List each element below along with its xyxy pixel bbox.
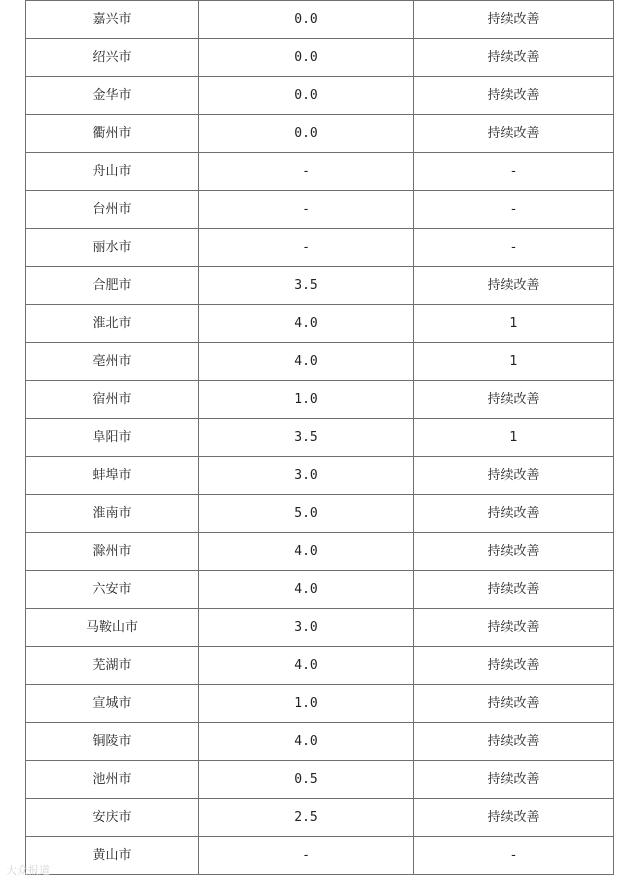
value-cell: 0.5 <box>199 761 414 799</box>
status-cell: 持续改善 <box>414 495 614 533</box>
table-row <box>26 419 614 457</box>
watermark-text: 大众报道 <box>6 864 50 877</box>
city-cell: 淮南市 <box>26 495 199 533</box>
value-cell: 3.0 <box>199 609 414 647</box>
status-cell: 持续改善 <box>414 77 614 115</box>
city-cell: 池州市 <box>26 761 199 799</box>
value-cell: 3.0 <box>199 457 414 495</box>
table-row <box>26 115 614 153</box>
value-cell: 4.0 <box>199 305 414 343</box>
value-cell: 4.0 <box>199 647 414 685</box>
status-cell: 持续改善 <box>414 39 614 77</box>
city-cell: 黄山市 <box>26 837 199 875</box>
city-cell: 铜陵市 <box>26 723 199 761</box>
value-cell: - <box>199 229 414 267</box>
city-cell: 安庆市 <box>26 799 199 837</box>
status-cell: 持续改善 <box>414 761 614 799</box>
status-cell: 持续改善 <box>414 533 614 571</box>
table-row <box>26 571 614 609</box>
value-cell: 4.0 <box>199 343 414 381</box>
city-cell: 宣城市 <box>26 685 199 723</box>
status-cell: 持续改善 <box>414 115 614 153</box>
table-row <box>26 799 614 837</box>
city-cell: 丽水市 <box>26 229 199 267</box>
status-cell: 持续改善 <box>414 571 614 609</box>
table-row <box>26 761 614 799</box>
table-row <box>26 533 614 571</box>
table-row <box>26 1 614 39</box>
table-row <box>26 685 614 723</box>
value-cell: 1.0 <box>199 685 414 723</box>
city-cell: 淮北市 <box>26 305 199 343</box>
table-row <box>26 77 614 115</box>
status-cell: 持续改善 <box>414 1 614 39</box>
value-cell: - <box>199 837 414 875</box>
table-row <box>26 837 614 875</box>
value-cell: - <box>199 191 414 229</box>
city-cell: 舟山市 <box>26 153 199 191</box>
city-cell: 金华市 <box>26 77 199 115</box>
status-cell: 1 <box>414 305 614 343</box>
city-cell: 阜阳市 <box>26 419 199 457</box>
value-cell: 3.5 <box>199 419 414 457</box>
value-cell: 3.5 <box>199 267 414 305</box>
table-row <box>26 153 614 191</box>
status-cell: - <box>414 191 614 229</box>
table-row <box>26 343 614 381</box>
table-row <box>26 39 614 77</box>
city-cell: 嘉兴市 <box>26 1 199 39</box>
city-cell: 蚌埠市 <box>26 457 199 495</box>
status-cell: 持续改善 <box>414 685 614 723</box>
table-row <box>26 609 614 647</box>
value-cell: 1.0 <box>199 381 414 419</box>
table-row <box>26 267 614 305</box>
status-cell: 持续改善 <box>414 609 614 647</box>
status-cell: 持续改善 <box>414 799 614 837</box>
city-cell: 衢州市 <box>26 115 199 153</box>
value-cell: - <box>199 153 414 191</box>
table-row <box>26 191 614 229</box>
city-cell: 马鞍山市 <box>26 609 199 647</box>
city-cell: 绍兴市 <box>26 39 199 77</box>
status-cell: 持续改善 <box>414 457 614 495</box>
status-cell: 持续改善 <box>414 381 614 419</box>
table-row <box>26 457 614 495</box>
status-cell: 持续改善 <box>414 723 614 761</box>
status-cell: 持续改善 <box>414 647 614 685</box>
value-cell: 0.0 <box>199 1 414 39</box>
value-cell: 0.0 <box>199 115 414 153</box>
status-cell: - <box>414 837 614 875</box>
status-cell: 1 <box>414 343 614 381</box>
value-cell: 0.0 <box>199 39 414 77</box>
table-row <box>26 305 614 343</box>
status-cell: 1 <box>414 419 614 457</box>
value-cell: 2.5 <box>199 799 414 837</box>
value-cell: 4.0 <box>199 723 414 761</box>
table-body <box>26 1 614 875</box>
table-row <box>26 647 614 685</box>
table-row <box>26 381 614 419</box>
status-cell: - <box>414 153 614 191</box>
table-row <box>26 229 614 267</box>
status-cell: 持续改善 <box>414 267 614 305</box>
status-cell: - <box>414 229 614 267</box>
city-cell: 六安市 <box>26 571 199 609</box>
city-cell: 宿州市 <box>26 381 199 419</box>
city-cell: 亳州市 <box>26 343 199 381</box>
city-cell: 合肥市 <box>26 267 199 305</box>
table-row <box>26 723 614 761</box>
value-cell: 4.0 <box>199 571 414 609</box>
value-cell: 5.0 <box>199 495 414 533</box>
table-row <box>26 495 614 533</box>
value-cell: 4.0 <box>199 533 414 571</box>
city-data-table <box>25 0 614 875</box>
value-cell: 0.0 <box>199 77 414 115</box>
city-cell: 芜湖市 <box>26 647 199 685</box>
city-cell: 台州市 <box>26 191 199 229</box>
city-cell: 滁州市 <box>26 533 199 571</box>
